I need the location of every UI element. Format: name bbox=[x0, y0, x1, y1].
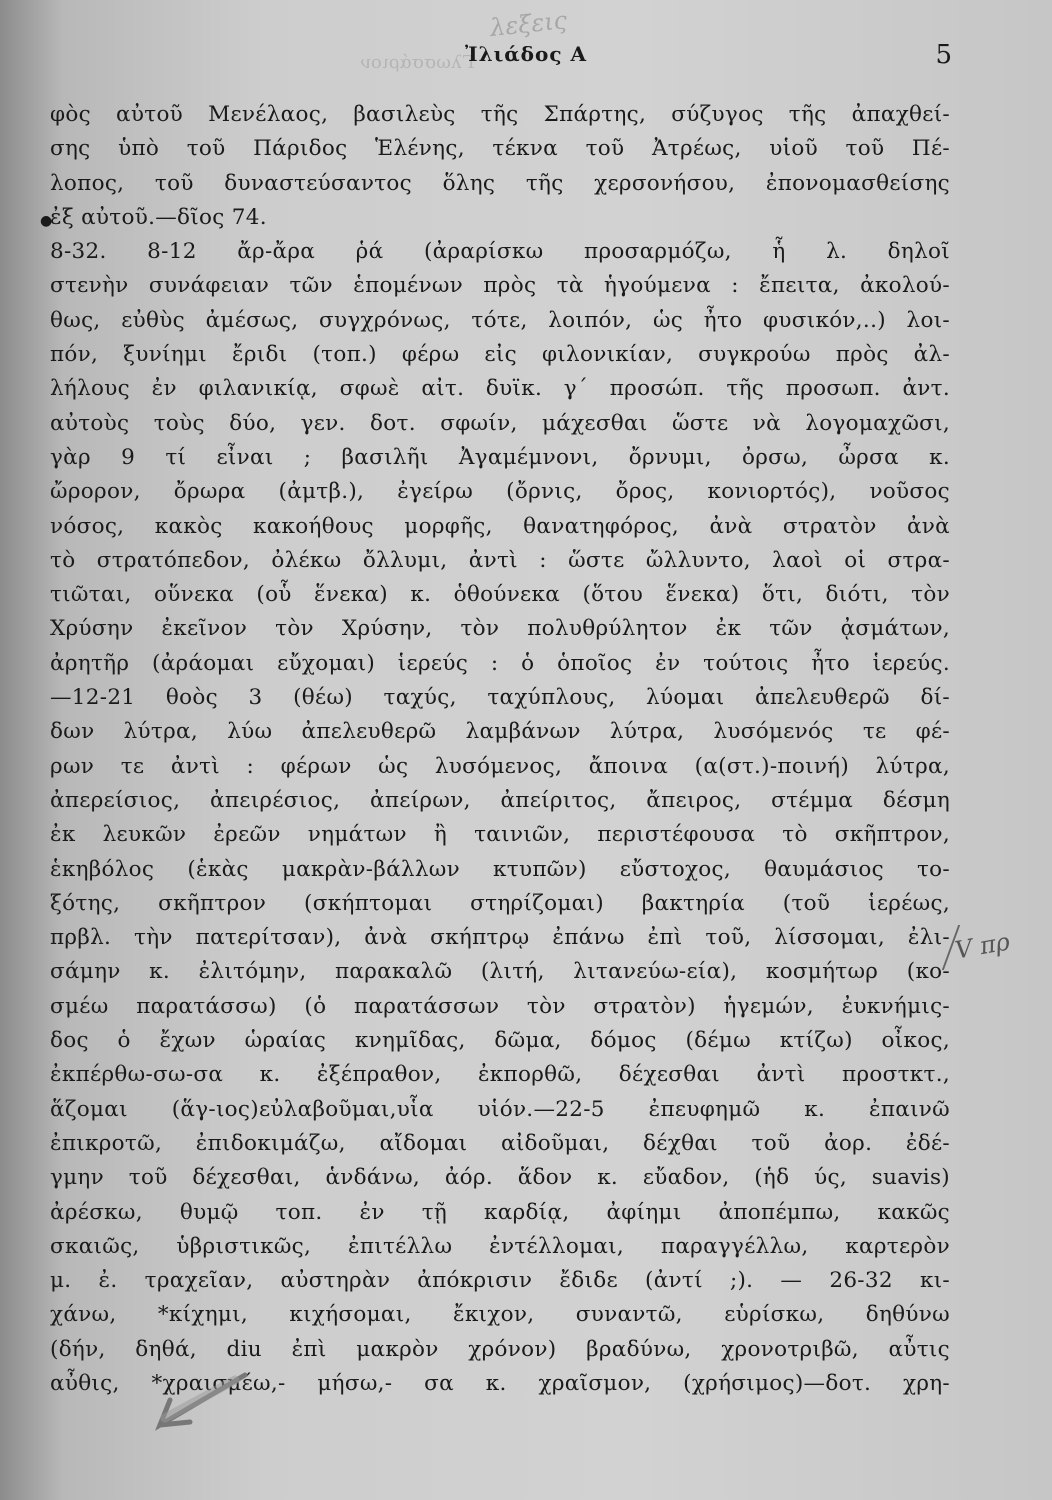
text-line: ρων τε ἀντὶ : φέρων ὡς λυσόμενος, ἄποινα (α(στ.)-ποινή) λύτρα, bbox=[50, 753, 950, 779]
text-line: ἅζομαι (ἅγ-ιος)εὐλαβοῦμαι,υἷα υἱόν.—22-5 ἐπευφημῶ κ. ἐπαινῶ bbox=[50, 1096, 950, 1122]
text-line: λοπος, τοῦ δυναστεύσαντος ὅλης τῆς χερσονήσου, ἐπονομασθείσης bbox=[50, 170, 950, 196]
pencil-annotation: λεξεις bbox=[488, 6, 569, 42]
text-line: μ. ἐ. τραχεῖαν, αὐστηρὰν ἀπόκρισιν ἔδιδε (ἀντί ;). — 26-32 κι- bbox=[50, 1268, 950, 1294]
text-line: (δήν, δηθά, diu ἐπὶ μακρὸν χρόνον) βραδύνω, χρονοτριβῶ, αὖτις bbox=[50, 1336, 950, 1362]
text-line: δων λύτρα, λύω ἀπελευθερῶ λαμβάνων λύτρα, λυσόμενός τε φέ- bbox=[50, 719, 950, 745]
text-line: φὸς αὐτοῦ Μενέλαος, βασιλεὺς τῆς Σπάρτης, σύζυγος τῆς ἀπαχθεί- bbox=[50, 102, 950, 127]
text-line: ξότης, σκῆπτρον (σκήπτομαι στηρίζομαι) βακτηρία (τοῦ ἱερέως, bbox=[50, 890, 950, 916]
text-line: ἐπικροτῶ, ἐπιδοκιμάζω, αἴδομαι αἰδοῦμαι, δέχθαι τοῦ ἀορ. ἐδέ- bbox=[50, 1130, 950, 1156]
text-line: νόσος, κακὸς κακοήθους μορφῆς, θανατηφόρος, ἀνὰ στρατὸν ἀνὰ bbox=[50, 513, 950, 539]
text-line: ἐκπέρθω-σω-σα κ. ἐξέπραθον, ἐκπορθῶ, δέχεσθαι ἀντὶ προστκτ., bbox=[50, 1062, 950, 1088]
text-line: στενὴν συνάφειαν τῶν ἑπομένων πρὸς τὰ ἡγούμενα : ἔπειτα, ἀκολού- bbox=[50, 273, 950, 299]
glossary-body bbox=[50, 98, 950, 1401]
text-line: τὸ στρατόπεδον, ὀλέκω ὄλλυμι, ἀντὶ : ὥστε ὤλλυντο, λαοὶ οἱ στρα- bbox=[50, 547, 950, 573]
text-line: Χρύσην ἐκεῖνον τὸν Χρύσην, τὸν πολυθρύλητον ἐκ τῶν ᾀσμάτων, bbox=[50, 616, 950, 642]
text-line: αὐτοὺς τοὺς δύο, γεν. δοτ. σφωίν, μάχεσθαι ὥστε νὰ λογομαχῶσι, bbox=[50, 410, 950, 436]
text-line: 8-32. 8-12 ἄρ-ἄρα ῥά (ἀραρίσκω προσαρμόζω, ἧ λ. δηλοῖ bbox=[50, 239, 950, 265]
text-line: αὖθις, *χραισμέω,- μήσω,- σα κ. χραῖσμον, (χρήσιμος)—δοτ. χρη- bbox=[50, 1370, 950, 1396]
running-title: Ἰλιάδος Α bbox=[464, 42, 587, 66]
text-line: σκαιῶς, ὑβριστικῶς, ἐπιτέλλω ἐντέλλομαι, παραγγέλλω, καρτερὸν bbox=[50, 1233, 950, 1259]
text-line: γὰρ 9 τί εἶναι ; βασιλῆι Ἀγαμέμνονι, ὄρνυμι, ὀρσω, ὦρσα κ. bbox=[50, 444, 950, 470]
text-line: ἀπερείσιος, ἀπειρέσιος, ἀπείρων, ἀπείριτος, ἄπειρος, στέμμα δέσμη bbox=[50, 787, 950, 813]
text-line: σμέω παρατάσσω) (ὁ παρατάσσων τὸν στρατὸν) ἡγεμών, ἐυκνήμις- bbox=[50, 993, 950, 1019]
page-number: 5 bbox=[935, 40, 952, 70]
text-line: ἐξ αὐτοῦ.—δῖος 74. bbox=[50, 204, 267, 230]
text-line: ἀρέσκω, θυμῷ τοπ. ἐν τῇ καρδίᾳ, ἀφίημι ἀποπέμπω, κακῶς bbox=[50, 1199, 950, 1225]
text-line: σης ὑπὸ τοῦ Πάριδος Ἑλένης, τέκνα τοῦ Ἀτρέως, υἱοῦ τοῦ Πέ- bbox=[50, 136, 950, 162]
margin-note: V πρ bbox=[952, 927, 1012, 965]
text-line: —12-21 θοὸς 3 (θέω) ταχύς, ταχύπλους, λύομαι ἀπελευθερῶ δί- bbox=[50, 685, 950, 711]
text-line: ἀρητῆρ (ἀράομαι εὔχομαι) ἱερεύς : ὁ ὁποῖος ἐν τούτοις ἦτο ἱερεύς. bbox=[50, 650, 950, 676]
text-line: χάνω, *κίχημι, κιχήσομαι, ἔκιχον, συναντῶ, εὑρίσκω, δηθύνω bbox=[50, 1302, 950, 1328]
pencil-arrow-icon bbox=[140, 1370, 250, 1440]
text-line: ὤρορον, ὄρωρα (ἀμτβ.), ἐγείρω (ὄρνις, ὄρος, κονιορτός), νοῦσος bbox=[50, 479, 950, 505]
text-line: λήλους ἐν φιλανικίᾳ, σφωὲ αἰτ. δυϊκ. γ´ προσώπ. τῆς προσωπ. ἀντ. bbox=[50, 376, 950, 402]
bleed-through-text: Γλωσσάριον bbox=[360, 52, 475, 73]
text-line: δος ὁ ἔχων ὡραίας κνημῖδας, δῶμα, δόμος (δέμω κτίζω) οἶκος, bbox=[50, 1028, 950, 1054]
text-line: σάμην κ. ἐλιτόμην, παρακαλῶ (λιτή, λιτανεύω-εία), κοσμήτωρ (κο- bbox=[50, 959, 950, 985]
margin-dot: ● bbox=[40, 213, 53, 229]
text-line: πόν, ξυνίημι ἔριδι (τοπ.) φέρω εἰς φιλονικίαν, συγκρούω πρὸς ἀλ- bbox=[50, 342, 950, 368]
text-line: τιῶται, οὕνεκα (οὗ ἕνεκα) κ. ὁθούνεκα (ὅτου ἕνεκα) ὅτι, διότι, τὸν bbox=[50, 582, 950, 608]
text-line: ἑκηβόλος (ἑκὰς μακρὰν-βάλλων κτυπῶν) εὔστοχος, θαυμάσιος το- bbox=[50, 856, 950, 882]
text-line: ἐκ λευκῶν ἐρεῶν νημάτων ἢ ταινιῶν, περιστέφουσα τὸ σκῆπτρον, bbox=[50, 822, 950, 848]
text-line: πρβλ. τὴν πατερίτσαν), ἀνὰ σκήπτρῳ ἐπάνω ἐπὶ τοῦ, λίσσομαι, ἐλι- bbox=[50, 925, 950, 951]
text-line: θως, εὐθὺς ἀμέσως, συγχρόνως, τότε, λοιπόν, ὡς ἦτο φυσικόν,..) λοι- bbox=[50, 307, 950, 333]
text-line: γμην τοῦ δέχεσθαι, ἁνδάνω, ἀόρ. ἅδον κ. εὔαδον, (ἡδ ύς, suavis) bbox=[50, 1165, 950, 1191]
